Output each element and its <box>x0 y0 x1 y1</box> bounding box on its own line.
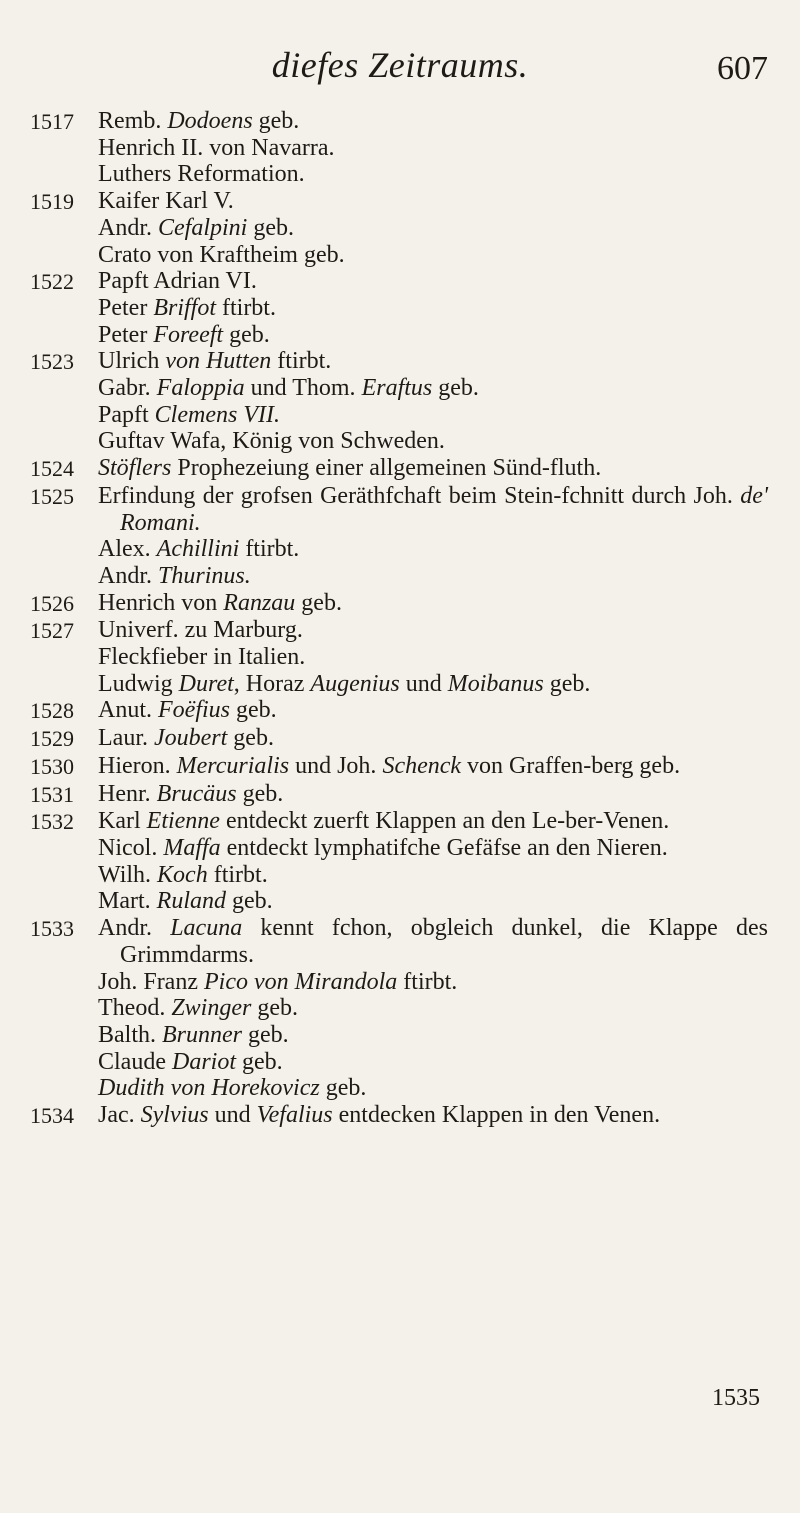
chronology-entry <box>0 268 800 348</box>
event-text: und Joh. <box>289 752 383 779</box>
event-text: und Thom. <box>244 375 362 402</box>
event-text: und <box>399 670 448 697</box>
event-text: geb. <box>236 780 284 807</box>
event-text: Nicol. <box>98 834 164 861</box>
entry-events <box>98 1102 800 1129</box>
event-text: kennt fchon, obgleich dunkel, die Klappe des Grimmdarms. <box>120 915 769 968</box>
chronology-entry <box>0 915 800 1102</box>
event-text: Peter <box>98 294 154 321</box>
person-name: von Hutten <box>165 348 272 375</box>
event-line <box>98 215 768 242</box>
event-text: geb. <box>252 108 300 134</box>
entry-events <box>98 348 800 455</box>
person-name: Dariot <box>171 1048 236 1075</box>
entry-events <box>98 188 800 268</box>
event-text: Andr. <box>98 214 158 241</box>
person-name: Faloppia <box>156 375 245 402</box>
entry-events <box>98 483 800 590</box>
event-text: Laur. <box>98 725 154 752</box>
entry-year: 1533 <box>30 916 74 942</box>
entry-year: 1527 <box>30 618 74 644</box>
event-text: Ulrich <box>98 348 166 375</box>
chronology-entry <box>0 725 800 753</box>
chronology-entry <box>0 590 800 618</box>
event-line <box>98 1049 768 1076</box>
event-text: Kaifer Karl V. <box>98 188 234 215</box>
event-line <box>98 644 768 671</box>
event-line <box>98 135 768 162</box>
chronology-entry <box>0 753 800 781</box>
entry-year: 1522 <box>30 269 74 295</box>
chronology-entry <box>0 188 800 268</box>
event-text: geb. <box>319 1075 367 1102</box>
event-text: geb. <box>242 1021 289 1048</box>
event-line <box>98 108 768 135</box>
event-text: Prophezeiung einer allgemeinen Sünd-fluth. <box>171 455 602 482</box>
event-line <box>98 995 768 1022</box>
event-line <box>98 1075 768 1102</box>
event-text: Papft Adrian VI. <box>98 268 257 295</box>
event-text: Fleckfieber in Italien. <box>98 644 306 671</box>
chronology-entry <box>0 697 800 725</box>
person-name: Dodoens <box>167 108 253 134</box>
event-line <box>98 188 768 215</box>
event-text: ftirbt. <box>271 348 332 375</box>
entry-events <box>98 590 800 617</box>
event-text: Wilh. <box>98 861 158 888</box>
entry-events <box>98 108 800 188</box>
chronology-entry <box>0 1102 800 1130</box>
entry-events <box>98 455 800 482</box>
event-line <box>98 375 768 402</box>
person-name: Foreeft <box>153 321 224 348</box>
entry-events <box>98 725 800 752</box>
event-text: Mart. <box>98 888 157 915</box>
event-text: Peter <box>98 321 154 348</box>
entry-year: 1531 <box>30 781 74 807</box>
entry-year: 1528 <box>30 698 74 724</box>
entry-year: 1519 <box>30 189 74 215</box>
person-name: Schenck <box>382 752 462 779</box>
event-text: geb. <box>230 697 277 724</box>
person-name: Ranzau <box>223 589 296 616</box>
person-name: Maffa <box>163 834 221 861</box>
person-name: Augenius <box>310 670 400 697</box>
event-text: geb. <box>295 589 342 616</box>
event-text: Karl <box>98 808 147 835</box>
event-text: Crato von Kraftheim geb. <box>98 241 345 268</box>
event-line <box>98 536 768 563</box>
person-name: Briffot <box>153 294 216 321</box>
event-text: Univerf. zu Marburg. <box>98 617 303 644</box>
event-text: geb. <box>225 888 273 915</box>
person-name: Clemens VII. <box>154 401 280 428</box>
person-name: Eraftus <box>361 375 433 402</box>
event-text: geb. <box>223 321 270 348</box>
event-text: geb. <box>251 995 298 1022</box>
event-text: Hieron. <box>98 752 177 779</box>
person-name: Foëfius <box>158 697 230 724</box>
event-text: ftirbt. <box>239 536 300 563</box>
event-text: entdeckt lymphatifche Gefäfse an den Nieren. <box>220 834 668 861</box>
entry-events <box>98 617 800 697</box>
event-line <box>98 781 768 808</box>
entry-year: 1530 <box>30 753 74 779</box>
person-name: Joubert <box>153 725 228 752</box>
chronology-entry <box>0 455 800 483</box>
entry-year: 1534 <box>30 1103 74 1129</box>
event-line <box>98 348 768 375</box>
event-text: geb. <box>432 375 479 402</box>
event-line <box>98 969 768 996</box>
event-text: Balth. <box>98 1021 162 1048</box>
event-text: Anut. <box>98 697 158 724</box>
running-head: diefes Zeitraums. <box>271 45 529 85</box>
chronology-entry <box>0 348 800 455</box>
catchword: 1535 <box>712 1385 760 1411</box>
person-name: Lacuna <box>170 915 243 942</box>
entry-events <box>98 753 800 780</box>
person-name: Koch <box>157 861 208 888</box>
event-text: geb. <box>236 1048 283 1075</box>
chronology-entry <box>0 483 800 590</box>
person-name: Stöflers <box>98 455 172 482</box>
page-number: 607 <box>717 50 768 87</box>
entry-events <box>98 808 800 915</box>
event-text: Joh. Franz <box>98 968 204 995</box>
person-name: Achillini <box>156 536 240 563</box>
person-name: Thurinus. <box>158 562 251 589</box>
event-text: ftirbt. <box>397 968 458 995</box>
person-name: Moibanus <box>447 670 544 697</box>
event-text: Henrich von <box>98 589 224 616</box>
event-text: von Graffen-berg geb. <box>461 752 681 779</box>
event-text: Claude <box>98 1048 172 1075</box>
event-text: und <box>208 1102 257 1129</box>
event-line <box>98 483 768 536</box>
person-name: Pico von Mirandola <box>203 968 398 995</box>
chronology-entry <box>0 108 800 188</box>
event-text: , Horaz <box>233 670 311 697</box>
entry-events <box>98 268 800 348</box>
event-line <box>98 563 768 590</box>
event-text: Jac. <box>98 1102 141 1129</box>
person-name: Brunner <box>162 1021 242 1048</box>
event-line <box>98 753 768 780</box>
event-line <box>98 322 768 349</box>
event-line <box>98 835 768 862</box>
page-header <box>0 40 800 90</box>
entry-year: 1532 <box>30 809 74 835</box>
event-text: Henr. <box>98 780 157 807</box>
event-line <box>98 268 768 295</box>
entry-year: 1529 <box>30 726 74 752</box>
entry-events <box>98 697 800 724</box>
event-text: geb. <box>247 214 294 241</box>
person-name: Zwinger <box>171 995 252 1022</box>
event-line <box>98 862 768 889</box>
chronology-entry <box>0 617 800 697</box>
event-text: Guftav Wafa, König von Schweden. <box>98 428 445 455</box>
event-line <box>98 295 768 322</box>
event-text: Luthers Reformation. <box>98 161 305 188</box>
person-name: Duret <box>178 670 234 697</box>
chronology-list <box>0 108 800 1130</box>
event-text: Alex. <box>98 536 157 563</box>
event-text: Theod. <box>98 995 172 1022</box>
event-line <box>98 671 768 698</box>
event-line <box>98 617 768 644</box>
person-name: Vefalius <box>256 1102 333 1129</box>
event-line <box>98 915 768 968</box>
event-line <box>98 242 768 269</box>
person-name: Sylvius <box>140 1102 209 1129</box>
entry-year: 1526 <box>30 590 74 616</box>
person-name: de' Romani. <box>120 482 768 536</box>
event-text: Henrich II. von Navarra. <box>98 134 335 161</box>
event-line <box>98 808 768 835</box>
entry-events <box>98 781 800 808</box>
event-line <box>98 1022 768 1049</box>
event-line <box>98 888 768 915</box>
event-line <box>98 697 768 724</box>
event-text: Remb. <box>98 108 168 134</box>
event-text: Gabr. <box>98 375 157 402</box>
event-line <box>98 402 768 429</box>
chronology-entry <box>0 808 800 915</box>
event-text: ftirbt. <box>215 294 276 321</box>
entry-year: 1525 <box>30 483 74 509</box>
event-line <box>98 428 768 455</box>
event-line <box>98 455 768 482</box>
event-line <box>98 725 768 752</box>
event-text: Andr. <box>98 915 171 942</box>
event-text: entdeckt zuerft Klappen an den Le-ber-Venen. <box>219 808 670 835</box>
event-text: Andr. <box>98 562 158 589</box>
event-text: geb. <box>543 670 591 697</box>
event-line <box>98 1102 768 1129</box>
event-text: Ludwig <box>98 670 179 697</box>
person-name: Cefalpini <box>158 214 248 241</box>
entry-events <box>98 915 800 1102</box>
person-name: Etienne <box>146 808 220 835</box>
chronology-entry <box>0 781 800 809</box>
event-text: Papft <box>98 401 155 428</box>
event-text: ftirbt. <box>207 861 268 888</box>
event-text: Erfindung der grofsen Geräthfchaft beim Stein-fchnitt durch Joh. <box>98 482 741 509</box>
entry-year: 1524 <box>30 456 74 482</box>
person-name: Dudith von Horekovicz <box>98 1075 320 1102</box>
event-line <box>98 161 768 188</box>
event-text: entdecken Klappen in den Venen. <box>332 1102 661 1129</box>
person-name: Ruland <box>156 888 226 915</box>
event-text: geb. <box>227 725 274 752</box>
person-name: Brucäus <box>156 780 237 807</box>
event-line <box>98 590 768 617</box>
person-name: Mercurialis <box>176 752 290 779</box>
entry-year: 1523 <box>30 349 74 375</box>
entry-year: 1517 <box>30 109 74 134</box>
